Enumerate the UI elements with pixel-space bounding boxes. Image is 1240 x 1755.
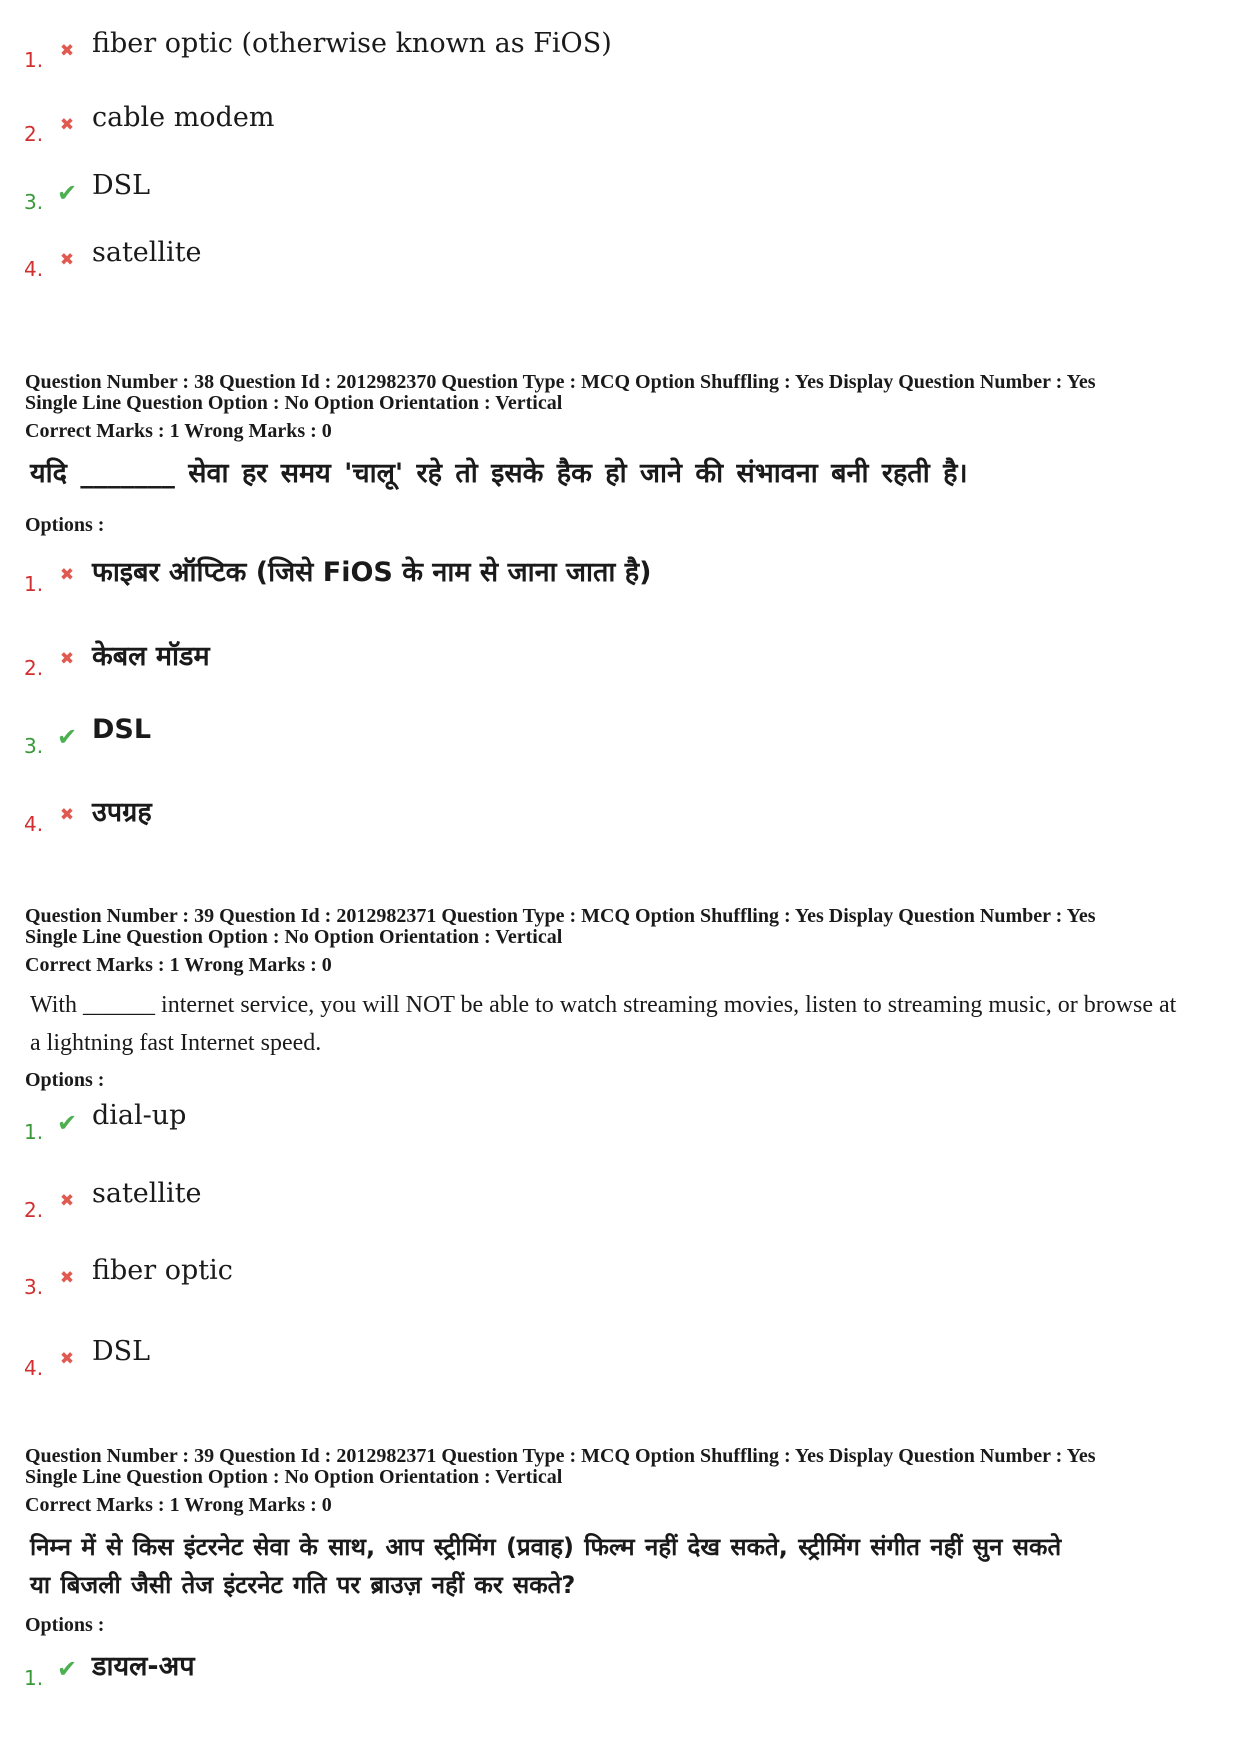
option-text: DSL	[92, 714, 152, 745]
check-icon: ✔	[56, 1109, 78, 1137]
option-number: 2.	[24, 656, 44, 680]
option-text: केबल मॉडम	[92, 641, 210, 672]
option-text: उपग्रह	[92, 797, 152, 828]
option-number: 1.	[24, 1120, 44, 1144]
option-number: 2.	[24, 122, 44, 146]
cross-icon: ✖	[59, 1268, 75, 1288]
question-marks: Correct Marks : 1 Wrong Marks : 0	[25, 1494, 332, 1516]
options-heading: Options :	[25, 514, 105, 536]
option-number: 1.	[24, 572, 44, 596]
question-meta-options: Single Line Question Option : No Option Orientation : Vertical	[25, 1466, 563, 1488]
option-row	[0, 170, 1240, 220]
option-row	[0, 102, 1240, 152]
option-text: डायल-अप	[92, 1651, 195, 1682]
option-text: cable modem	[92, 102, 275, 133]
option-number: 4.	[24, 1356, 44, 1380]
check-icon: ✔	[56, 1655, 78, 1683]
option-row	[0, 1100, 1240, 1150]
option-text: फाइबर ऑप्टिक (जिसे FiOS के नाम से जाना जाता है)	[92, 557, 652, 588]
cross-icon: ✖	[59, 1191, 75, 1211]
option-row	[0, 28, 1240, 78]
option-text: DSL	[92, 170, 151, 201]
cross-icon: ✖	[59, 649, 75, 669]
question-meta-options: Single Line Question Option : No Option Orientation : Vertical	[25, 926, 563, 948]
question-meta-options: Single Line Question Option : No Option Orientation : Vertical	[25, 392, 563, 414]
option-text: dial-up	[92, 1100, 187, 1131]
option-row	[0, 636, 1240, 686]
option-row	[0, 1178, 1240, 1228]
option-number: 1.	[24, 1666, 44, 1690]
cross-icon: ✖	[59, 565, 75, 585]
question-text-line: a lightning fast Internet speed.	[30, 1030, 322, 1056]
option-number: 1.	[24, 48, 44, 72]
cross-icon: ✖	[59, 1349, 75, 1369]
check-icon: ✔	[56, 723, 78, 751]
option-number: 4.	[24, 812, 44, 836]
question-text-line: निम्न में से किस इंटरनेट सेवा के साथ, आप स्ट्रीमिंग (प्रवाह) फिल्म नहीं देख सकते, स्ट्रीमिंग संगीत नहीं सुन सकते	[30, 1533, 1062, 1561]
option-text: fiber optic (otherwise known as FiOS)	[92, 28, 612, 59]
options-heading: Options :	[25, 1069, 105, 1091]
check-icon: ✔	[56, 179, 78, 207]
question-text-line: With ______ internet service, you will NOT be able to watch streaming movies, listen to streaming music, or browse at	[30, 992, 1177, 1018]
option-row	[0, 1255, 1240, 1305]
option-text: satellite	[92, 1178, 202, 1209]
option-row	[0, 1646, 1240, 1696]
option-row	[0, 714, 1240, 764]
question-text-line: या बिजली जैसी तेज इंटरनेट गति पर ब्राउज़ नहीं कर सकते?	[30, 1571, 576, 1599]
option-text: satellite	[92, 237, 202, 268]
option-row	[0, 237, 1240, 287]
option-number: 3.	[24, 1275, 44, 1299]
option-row	[0, 552, 1240, 602]
option-number: 4.	[24, 257, 44, 281]
question-meta: Question Number : 38 Question Id : 2012982370 Question Type : MCQ Option Shuffling : Yes Display Question Number : Yes	[25, 371, 1096, 393]
option-number: 2.	[24, 1198, 44, 1222]
option-number: 3.	[24, 734, 44, 758]
option-row	[0, 1336, 1240, 1386]
cross-icon: ✖	[59, 805, 75, 825]
question-text: यदि _______ सेवा हर समय 'चालू' रहे तो इसके हैक हो जाने की संभावना बनी रहती है।	[30, 458, 968, 489]
options-heading: Options :	[25, 1614, 105, 1636]
cross-icon: ✖	[59, 250, 75, 270]
option-text: fiber optic	[92, 1255, 233, 1286]
option-text: DSL	[92, 1336, 151, 1367]
option-row	[0, 792, 1240, 842]
cross-icon: ✖	[59, 41, 75, 61]
option-number: 3.	[24, 190, 44, 214]
question-marks: Correct Marks : 1 Wrong Marks : 0	[25, 954, 332, 976]
cross-icon: ✖	[59, 115, 75, 135]
question-meta: Question Number : 39 Question Id : 2012982371 Question Type : MCQ Option Shuffling : Yes Display Question Number : Yes	[25, 905, 1096, 927]
question-marks: Correct Marks : 1 Wrong Marks : 0	[25, 420, 332, 442]
question-meta: Question Number : 39 Question Id : 2012982371 Question Type : MCQ Option Shuffling : Yes Display Question Number : Yes	[25, 1445, 1096, 1467]
